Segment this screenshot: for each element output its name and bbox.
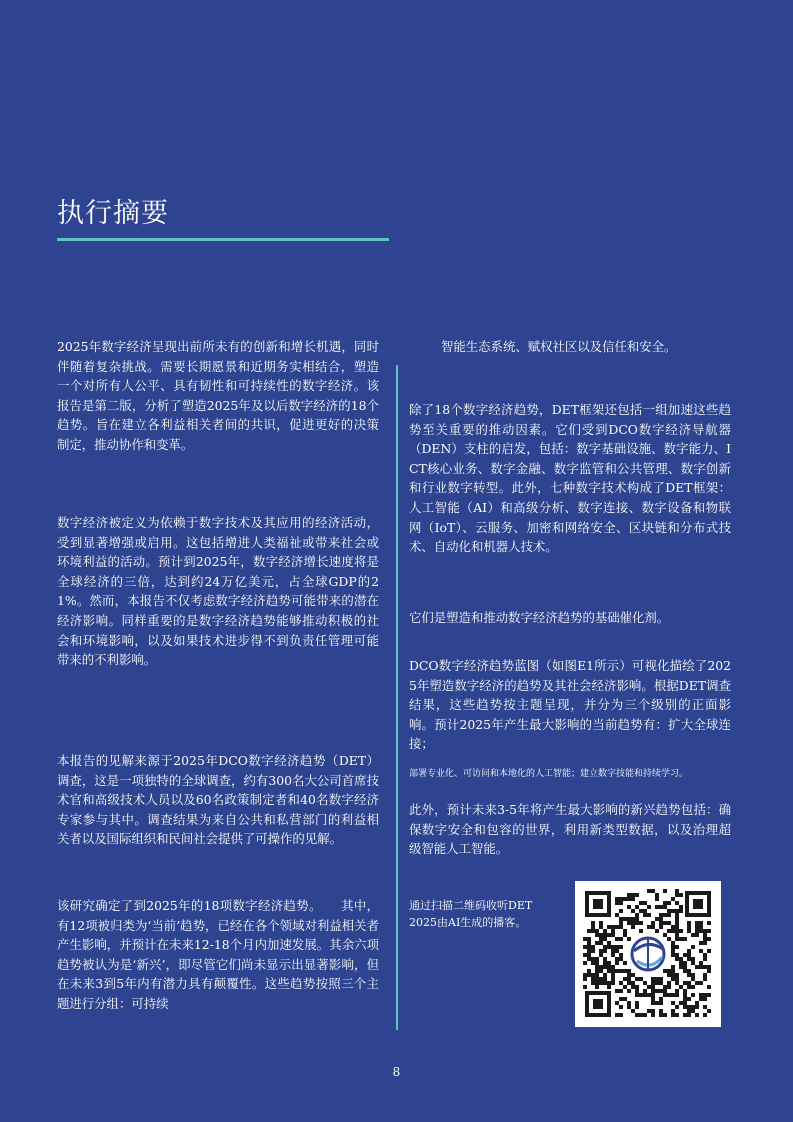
page-title: 执行摘要 xyxy=(57,198,169,229)
right-paragraph-1: 智能生态系统、赋权社区以及信任和安全。 xyxy=(441,339,677,354)
right-paragraph-2: 除了18个数字经济趋势，DET框架还包括一组加速这些趋势至关重要的推动因素。它们受到DCO数字经济导航器（DEN）支柱的启发，包括：数字基础设施、数字能力、ICT核心业务、数字金融、数字监管和公共管理、数字创新和行业数字转型。此外，七种数字技术构成了DET框架：人工智能（AI）和高级分析、数字连接、数字设备和物联网（IoT）、云服务、加密和网络安全、区块链和分布式技术、自动化和机器人技术。 xyxy=(409,402,731,555)
qr-caption: 通过扫描二维码收听DET 2025由AI生成的播客。 xyxy=(409,899,533,929)
right-paragraph-5-small: 部署专业化、可访问和本地化的人工智能；建立数字技能和持续学习。 xyxy=(409,769,689,779)
left-paragraph-3: 本报告的见解来源于2025年DCO数字经济趋势（DET）调查，这是一项独特的全球调查，约有300名大公司首席技术官和高级技术人员以及60名政策制定者和40名数字经济专家参与其中。调查结果为来自公共和私营部门的利益相关者以及国际组织和民间社会提供了可操作的见解。 xyxy=(57,753,379,847)
right-paragraph-6: 此外，预计未来3-5年将产生最大影响的新兴趋势包括：确保数字安全和包容的世界，利用新类型数据，以及治理超级智能人工智能。 xyxy=(409,802,731,857)
right-paragraph-4: DCO数字经济趋势蓝图（如图E1所示）可视化描绘了2025年塑造数字经济的趋势及其社会经济影响。根据DET调查结果，这些趋势按主题呈现，并分为三个级别的正面影响。预计2025年产生最大影响的当前趋势有：扩大全球连接； xyxy=(409,658,731,752)
left-paragraph-4: 该研究确定了到2025年的18项数字经济趋势。 其中，有12项被归类为‘当前’趋势，已经在各个领域对利益相关者产生影响，并预计在未来12-18个月内加速发展。其余六项趋势被认为是‘新兴’，即尽管它们尚未显示出显著影响，但在未来3到5年内有潜力具有颠覆性。这些趋势按照三个主题进行分组：可持续 xyxy=(57,898,379,1011)
column-divider xyxy=(396,365,398,1030)
right-paragraph-3: 它们是塑造和推动数字经济趋势的基础催化剂。 xyxy=(409,610,670,625)
globe-logo-icon xyxy=(627,933,669,975)
left-paragraph-1: 2025年数字经济呈现出前所未有的创新和增长机遇，同时伴随着复杂挑战。需要长期愿景和近期务实相结合，塑造一个对所有人公平、具有韧性和可持续性的数字经济。该报告是第二版，分析了塑造2025年及以后数字经济的18个趋势。旨在建立各利益相关者间的共识，促进更好的决策制定，推动协作和变革。 xyxy=(57,339,379,452)
left-paragraph-2: 数字经济被定义为依赖于数字技术及其应用的经济活动，受到显著增强或启用。这包括增进人类福祉或带来社会或环境利益的活动。预计到2025年，数字经济增长速度将是全球经济的三倍，达到约24万亿美元，占全球GDP的21%。然而，本报告不仅考虑数字经济趋势可能带来的潜在经济影响。同样重要的是数字经济趋势能够推动积极的社会和环境影响，以及如果技术进步得不到负责任管理可能带来的不利影响。 xyxy=(57,515,379,668)
title-underline xyxy=(57,238,389,241)
qr-code-icon[interactable] xyxy=(575,881,721,1027)
page-number: 8 xyxy=(392,1065,401,1079)
